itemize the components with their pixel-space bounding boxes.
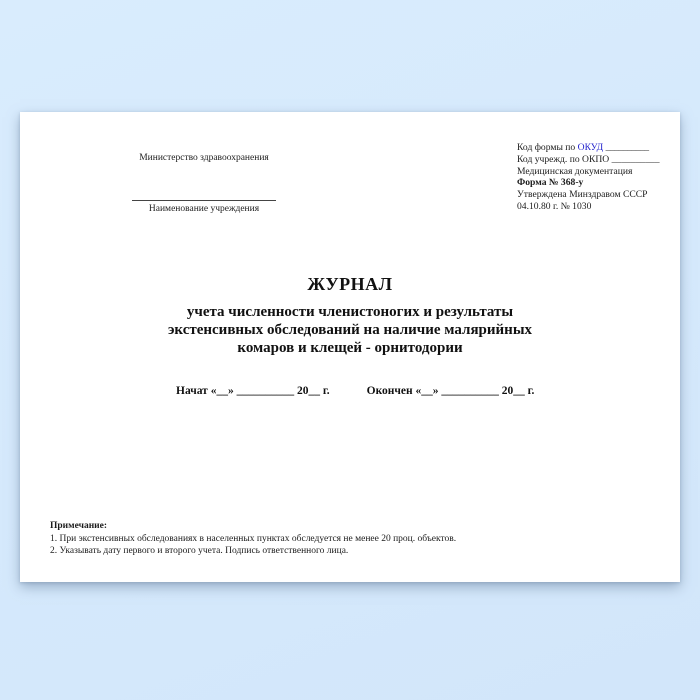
medical-documentation-line: Медицинская документация (517, 165, 633, 177)
date-finished-field: Окончен «__» __________ 20__ г. (366, 385, 535, 397)
journal-subtitle-line-1: учета численности членистоногих и результаты (186, 304, 514, 320)
dates-row (176, 385, 534, 397)
ministry-block (132, 152, 276, 215)
okud-blank: __________ (605, 142, 649, 153)
document-page (20, 112, 680, 582)
ministry-label: Министерство здравоохранения (139, 153, 269, 163)
notes-block (50, 520, 610, 558)
institution-blank-line (132, 200, 276, 201)
journal-title: ЖУРНАЛ (307, 274, 393, 294)
title-block (20, 274, 680, 357)
journal-subtitle-line-2: экстенсивных обследований на наличие малярийных (167, 322, 533, 338)
form-number: Форма № 368-у (517, 177, 584, 189)
note-item-1: 1. При экстенсивных обследованиях в населенных пунктах обследуется не менее 20 проц. объектов. (50, 533, 457, 544)
okpo-code-line: Код учрежд. по ОКПО __________ (517, 153, 660, 165)
okud-label: Код формы по (517, 142, 578, 153)
form-codes-block (517, 142, 667, 213)
journal-subtitle-line-3: комаров и клещей - орнитодории (237, 340, 463, 356)
approved-date-line: 04.10.80 г. № 1030 (517, 200, 592, 212)
approved-by-line: Утверждена Минздравом СССР (517, 189, 648, 201)
date-started-field: Начат «__» __________ 20__ г. (176, 385, 330, 397)
okud-code-line (517, 142, 667, 154)
notes-heading: Примечание: (50, 521, 108, 531)
note-item-2: 2. Указывать дату первого и второго учета. Подпись ответственного лица. (50, 546, 349, 557)
okud-link[interactable]: ОКУД (577, 142, 604, 153)
institution-caption: Наименование учреждения (148, 204, 260, 214)
